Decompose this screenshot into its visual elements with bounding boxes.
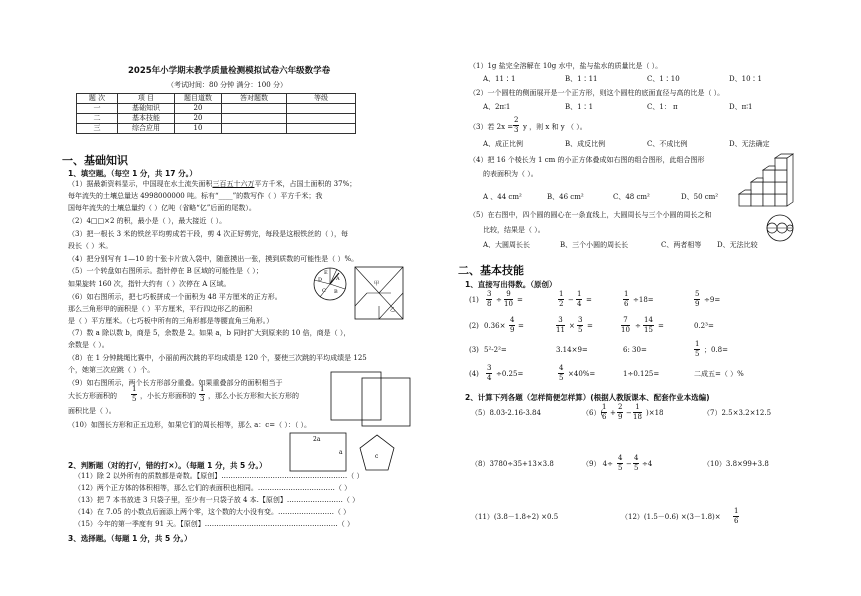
simplify-title: 2、计算下列各题（怎样简便怎样算）(根据人教版课本、配套作业本选编): [465, 393, 710, 402]
choice-2-text: （2）一个圆柱的侧面展开是一个正方形，则这个圆柱的底面直径与高的比是（ ）。: [469, 89, 725, 97]
operator: −: [626, 460, 632, 468]
table-cell: 基本技能: [118, 114, 175, 124]
table-header-cell: 答对题数: [222, 94, 287, 104]
judge-item-15: （15）今年的第一季度有 91 天。【原创】…………………………………………………（ ）: [74, 520, 354, 528]
spinner-label: D: [318, 277, 323, 283]
choice-5-option-b: B、三个小圆的周长长: [560, 241, 629, 249]
operator: ÷: [496, 296, 502, 304]
choice-5-option-c: C、两者相等: [661, 241, 702, 249]
fraction: $\frac{5}{9}$: [695, 290, 700, 308]
choice-5-text-b: 比较，结果是（ ）。: [483, 226, 545, 234]
q10-text: （10）如图长方形和正五边形，如果它们的周长相等，那么 a：c=（ ）：（ ）。: [68, 421, 312, 429]
spinner-label: A: [336, 276, 340, 282]
fill-title: 1、填空题。（每空 1 分，共 17 分。）: [68, 169, 197, 178]
fraction: $\frac{3}{8}$: [487, 290, 492, 308]
calc-1-3-tail: ÷9=: [704, 296, 721, 304]
operator: −: [568, 296, 574, 304]
calc-1-2-tail: ÷18=: [633, 296, 654, 304]
operator: =: [658, 322, 664, 330]
table-header-cell: 等级: [287, 94, 356, 104]
calc-row-4-number: (4): [469, 370, 479, 378]
fraction: $\frac{4}{5}$: [634, 454, 639, 472]
fraction: $\frac{7}{10}$: [621, 316, 630, 334]
table-cell: 基础知识: [118, 104, 175, 114]
q9-text-c: 面积比是（ ）。: [68, 407, 116, 415]
tangram-label: 乙: [390, 307, 396, 313]
table-row: [77, 114, 356, 124]
table-cell: 三: [77, 124, 118, 134]
table-cell[interactable]: [287, 124, 356, 134]
tangram-label: 甲: [374, 281, 380, 287]
score-table: [76, 93, 356, 134]
q1-line-c: 每年流失的土壤总量达 4998000000 吨。标有“____”的数写作（ ）平方千米；我: [68, 192, 323, 200]
simplify-8: （8）3780÷35+13×3.8: [471, 460, 554, 468]
fraction: $\frac{1}{6}$: [624, 290, 629, 308]
table-header-cell: 题目道数: [175, 94, 222, 104]
table-header-cell: 题 次: [77, 94, 118, 104]
judge-title: 2、判断题（对的打√，错的打×）。（每题 1 分，共 5 分。）: [68, 461, 267, 470]
spinner-figure: [312, 266, 348, 302]
table-cell[interactable]: [222, 124, 287, 134]
q9-text-b2: ，小长方形面积的: [140, 392, 196, 400]
choice-1-option-c: C、1∶10: [647, 75, 680, 83]
choice-4-option-c: C、48 cm²: [613, 193, 650, 201]
q1-text-a: （1）据最新资料显示，中国现在水土流失面积: [68, 180, 213, 188]
fig10-label: c: [375, 453, 379, 460]
operator: =: [586, 296, 592, 304]
q1-line: [68, 181, 356, 188]
table-cell[interactable]: [287, 104, 356, 114]
fraction: $\frac{3}{11}$: [556, 316, 565, 334]
spinner-label: B: [334, 289, 338, 295]
calc-3-1: 5²-2²=: [484, 346, 507, 354]
circles-figure: [758, 214, 802, 242]
q9-text-b1: 大长方形面积的: [68, 392, 117, 400]
table-cell[interactable]: [222, 104, 287, 114]
judge-item-13: （13）把 7 本书放进 3 只袋子里，至少有一只袋子放 4 本.【原创】……………………（ ）: [74, 496, 360, 504]
choice-3-option-a: A、成正比例: [483, 140, 524, 148]
choice-1-option-a: A、11∶1: [483, 75, 516, 83]
choice-4-text-a: （4）把 16 个棱长为 1 cm 的小正方体叠成如右图的组合图形，此组合图形: [469, 156, 705, 164]
simplify-12-head: （12）(1.5－0.6) ×(3－1.8)×: [621, 513, 721, 521]
calc-3-4-tail: ；0.8=: [704, 346, 728, 354]
fraction-2-3: $\frac{2}{3}$: [514, 116, 519, 134]
choice-4-option-d: D、50 cm²: [681, 193, 719, 201]
fraction: $\frac{9}{10}$: [504, 290, 513, 308]
choice-3-option-b: B、成反比例: [565, 140, 606, 148]
operator: +: [610, 409, 616, 417]
judge-item-11: （11）除 2 以外所有的质数都是奇数。【原创】………………………………………………（ ）: [74, 472, 364, 480]
exam-title: 2025年小学期末教学质量检测模拟试卷六年级数学卷: [128, 66, 331, 76]
choice-5-text-a: （5）在右图中，四个圆的圆心在一条直线上，大圆周长与三个小圆的周长之和: [469, 211, 712, 219]
calc-4-1-tail: ÷0.25=: [496, 370, 524, 378]
q9-text-b3: ，那么小长方形和大长方形的: [208, 392, 299, 400]
q5-text-b: 如果旋转 160 次，指针大约有（ ）次停在 A 区域。: [68, 280, 231, 288]
simplify-10: （10）3.8×99+3.8: [703, 460, 769, 468]
fraction: $\frac{4}{5}$: [559, 364, 564, 382]
stacked-cubes-figure: [737, 158, 795, 208]
q7-text-b: 余数是（ ）。: [68, 341, 109, 349]
choice-1-text: （1）1g 盐完全溶解在 10g 水中，盐与盐水的质量比是（ ）。: [469, 62, 663, 70]
q2-text: （2）4□□×2 的积，最小是（ ），最大接近（ ）。: [68, 217, 227, 225]
calc-3-2: 3.14×9=: [556, 346, 588, 354]
choice-2-option-d: D、π∶1: [729, 103, 753, 111]
table-header-row: [77, 94, 356, 104]
simplify-6-tail: )×18: [646, 409, 664, 417]
table-cell[interactable]: [287, 114, 356, 124]
choice-3-option-d: D、无法确定: [729, 140, 770, 148]
direct-calc-title: 1、直接写出得数。（原创）: [465, 280, 557, 289]
fraction: $\frac{1}{2}$: [559, 290, 564, 308]
choice-1-option-d: D、10∶1: [729, 75, 762, 83]
fraction: $\frac{1}{18}$: [633, 403, 642, 421]
choice-2-option-c: C、1： π: [647, 103, 678, 111]
judge-item-12: （12）两个正方体的体积相等，那么它们的表面积也相同。……………………………（ ）: [74, 484, 352, 492]
fraction: $\frac{1}{6}$: [734, 507, 739, 525]
simplify-6-head: （6）(: [582, 409, 604, 417]
calc-4-2-tail: ×40%=: [568, 370, 596, 378]
simplify-7: （7）2.5×3.2×12.5: [703, 409, 772, 417]
spinner-label: C: [322, 288, 326, 294]
calc-2-2-op: ×: [569, 322, 575, 330]
choice-1-option-b: B、1∶11: [565, 75, 598, 83]
operator: =: [518, 322, 524, 330]
fraction: $\frac{3}{4}$: [487, 364, 492, 382]
table-cell: 一: [77, 104, 118, 114]
choice-4-option-a: A 、44 cm²: [483, 193, 522, 201]
choice-2-option-a: A、2π∶1: [483, 103, 511, 111]
table-cell: 20: [175, 114, 222, 124]
judge-item-14: （14）在 7.05 的小数点后面添上两个零，这个数的大小没有变。……………………（ ）: [74, 508, 351, 516]
table-cell: 综合应用: [118, 124, 175, 134]
q1-line-d: 国每年流失的土壤总量约（ ）亿吨（省略“亿”后面的尾数）。: [68, 204, 256, 212]
choice-3-option-c: C、不成比例: [647, 140, 688, 148]
fraction: $\frac{2}{9}$: [618, 403, 623, 421]
fig10-label: a: [339, 449, 343, 456]
fraction: $\frac{1}{5}$: [695, 340, 700, 358]
choice-5-option-a: A、大圆周长长: [483, 241, 531, 249]
q1-underlined: 三百五十六万: [212, 180, 255, 188]
calc-row-1-number: (1): [469, 296, 479, 304]
choice-title: 3、选择题。（每题 1 分，共 5 分。）: [68, 534, 192, 543]
choice-5-option-d: D、无法比较: [717, 241, 758, 249]
fraction: $\frac{3}{5}$: [578, 316, 583, 334]
choice-3-text-b: y ，则 x 和 y （ ）。: [523, 123, 587, 131]
table-cell[interactable]: [222, 114, 287, 124]
fraction: $\frac{1}{4}$: [577, 290, 582, 308]
exam-info: （考试时间：80 分钟 满分：100 分）: [167, 81, 287, 89]
q6-text-b: 那么三角形甲的面积是（ ）平方厘米，平行四边形乙的面积: [68, 305, 253, 313]
fraction-1-5: $\frac{1}{5}$: [132, 385, 137, 403]
tangram-figure: [354, 266, 404, 320]
simplify-11: （11）(3.8－1.8÷2) ×0.5: [471, 513, 559, 521]
q6-text-a: （6）如右图所示，把七巧板拼成一个面积为 48 平方厘米的正方形。: [68, 293, 282, 301]
section-1-title: 一、基础知识: [62, 154, 128, 167]
operator: ÷: [635, 322, 641, 330]
q3-text-b: 段长（ ）米。: [68, 242, 113, 250]
q6-text-c: 是（ ）平方厘米。（七巧板中所有的三角形都是等腰直角三角形。）: [68, 317, 274, 325]
calc-2-1-head: 0.36×: [484, 322, 506, 330]
q7-text-a: （7）数 a 除以数 b，商是 5，余数是 2。如果 a，b 同时扩大到原来的 10 倍，商是（ ），: [68, 329, 351, 337]
table-cell: 10: [175, 124, 222, 134]
operator: =: [517, 296, 523, 304]
choice-4-option-b: B、46 cm²: [547, 193, 584, 201]
calc-2-4: 0.2³=: [694, 322, 714, 330]
section-2-title: 二、基本技能: [458, 264, 524, 277]
table-row: [77, 124, 356, 134]
fraction-1-3: $\frac{1}{3}$: [200, 385, 205, 403]
spinner-label: E: [324, 270, 328, 276]
q9-text-a: （9）如右图所示，两个长方形部分重叠。如果重叠部分的面积相当于: [68, 379, 283, 387]
fraction: $\frac{4}{9}$: [510, 316, 515, 334]
q4-text: （4）把分别写有 1—10 的十张卡片放入袋中，随意摸出一张，摸到质数的可能性是（ ）%。: [68, 255, 359, 263]
choice-3-text-a: （3）若 2x =: [469, 123, 514, 131]
q8-text-a: （8）在 1 分钟跳绳比赛中，小丽前两次跳的平均成绩是 120 个，要使三次跳的平均成绩是 125: [68, 354, 367, 362]
table-header-cell: 项 目: [118, 94, 175, 104]
operator: ÷4: [642, 460, 653, 468]
calc-4-4: 二成五=（ ）%: [694, 370, 744, 378]
rectangle-pentagon-figure: [289, 432, 401, 474]
fig10-label: 2a: [313, 436, 321, 443]
calc-3-3: 6: 30=: [623, 346, 647, 354]
operator: =: [587, 322, 593, 330]
q1-text-b: 平方千米，占国土面积的 37%；: [254, 180, 357, 188]
overlapping-rectangles-figure: [330, 371, 412, 427]
calc-4-3: 1÷0.125=: [623, 370, 660, 378]
fraction: $\frac{1}{6}$: [602, 403, 607, 421]
calc-row-3-number: (3): [469, 346, 479, 354]
fraction: $\frac{4}{5}$: [618, 454, 623, 472]
fraction: $\frac{14}{15}$: [644, 316, 653, 334]
table-cell: 20: [175, 104, 222, 114]
operator: −: [626, 409, 632, 417]
q5-text-a: （5）一个转盘如右图所示。指针停在 B 区域的可能性是（ ）；: [68, 267, 263, 275]
choice-4-text-b: 的表面积为（ ）。: [483, 170, 538, 178]
q8-text-b: 个，她第三次应跳（ ）个。: [68, 366, 155, 374]
table-row: [77, 104, 356, 114]
q3-text-a: （3）把一根长 3 米的铁丝平均剪成若干段，剪 4 次正好剪完，每段是这根铁丝的（ ），每: [68, 230, 348, 238]
calc-row-2-number: (2): [469, 322, 479, 330]
simplify-9-head: （9） 4÷: [582, 460, 613, 468]
table-cell: 二: [77, 114, 118, 124]
choice-2-option-b: B、1∶1: [565, 103, 594, 111]
simplify-5: （5）8.03-2.16-3.84: [471, 409, 541, 417]
